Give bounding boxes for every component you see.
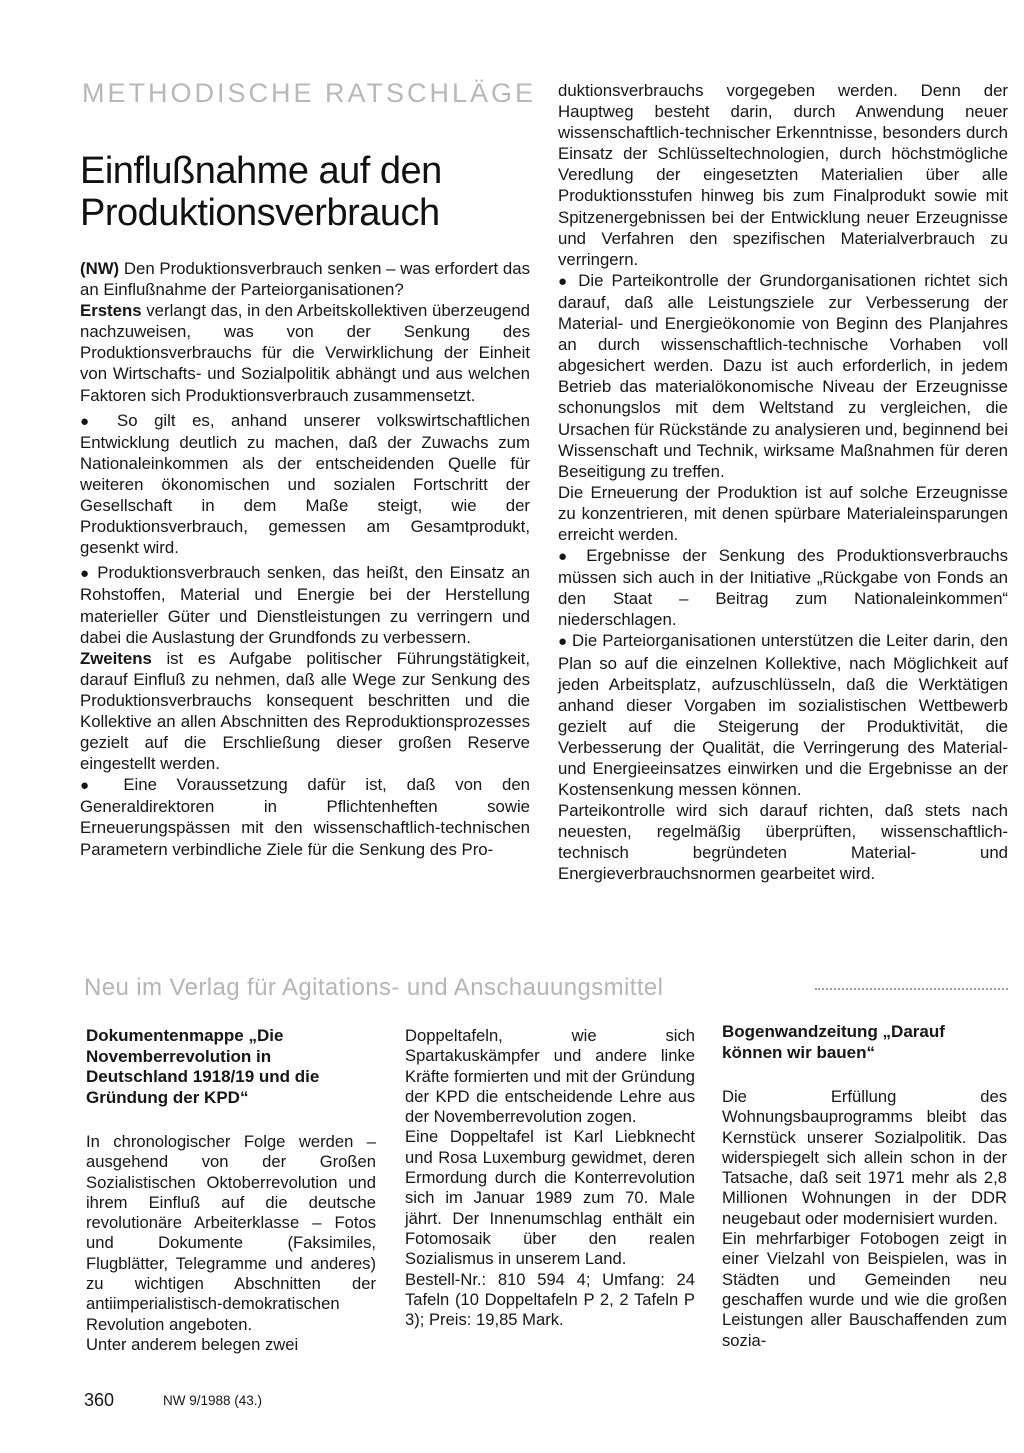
paragraph: In chronologischer Folge werden – ausgehend von der Großen Sozialistischen Oktoberrevolution und ihrem Einfluß auf die deutsche revolutionäre Arbeiterklasse – Fotos und Dokumente (Faksimiles, Flugblätter, Telegramme und anderes) zu wichtigen Abschnitten der antiimperialistisch-demokratischen Revolution angeboten. [86, 1132, 376, 1334]
dotted-rule [815, 988, 1008, 990]
paragraph-lead: Zweitens [80, 648, 152, 668]
paragraph: Ein mehrfarbiger Fotobogen zeigt in einer Vielzahl von Beispielen, was in Städten und Gemeinden neu geschaffen wurde und wie die großen Leistungen aller Bauschaffenden zum sozia- [722, 1229, 1007, 1350]
bullet-paragraph [80, 562, 530, 647]
paragraph-text: Die Parteiorganisationen unterstützen die Leiter darin, den Plan so auf die einzelnen Kollektive, nach Möglichkeit auf jeden Arbeitsplatz, aufzuschlüsseln, daß die Werktätigen anhand dieser Vorgaben im sozialistischen Wettbewerb gezielt auf die Steigerung der Produktivität, die Verbesserung der Qualität, die Verringerung des Material- und Energieeinsatzes einwirken und die Ergebnisse an der Kostensenkung messen können. [558, 631, 1008, 800]
paragraph-text: verlangt das, in den Arbeitskollektiven überzeugend nachzuweisen, was von der Senkung des Produktionsverbrauchs für die Verwirklichung der Einheit von Wirtschafts- und Sozialpolitik abhängt und aus welchen Faktoren sich Produktionsverbrauch zusammensetzt. [80, 301, 530, 405]
paragraph-text: Die Erneuerung der Produktion ist auf solche Erzeugnisse zu konzentrieren, mit denen spürbare Materialeinsparungen erreicht werden. [558, 482, 1008, 544]
paragraph-text: Parteikontrolle wird sich darauf richten, daß stets nach neuesten, regelmäßig überprüften, wissenschaftlich-technisch begründeten Material- und Energieverbrauchsnormen gearbeitet wird. [558, 801, 1008, 884]
headline-line-2: Produktionsverbrauch [80, 192, 440, 234]
paragraph [80, 258, 530, 300]
paragraph: Unter anderem belegen zwei [86, 1334, 299, 1354]
paragraph [558, 482, 1008, 545]
paragraph-text: Produktionsverbrauch senken, das heißt, den Einsatz an Rohstoffen, Material und Energie bei der Herstellung materieller Güter und Dienstleistungen zu verringern und dabei die Auslastung der Grundfonds zu verbessern. [80, 563, 530, 647]
paragraph [80, 648, 530, 775]
paragraph-text: Den Produktionsverbrauch senken – was erfordert das an Einflußnahme der Parteiorganisationen? [80, 259, 530, 300]
bullet-paragraph [80, 774, 530, 859]
paragraph-text: ist es Aufgabe politischer Führungstätigkeit, darauf Einfluß zu nehmen, daß alle Wege zur Senkung des Produktionsverbrauchs konsequent beschritten und die Kollektive an allen Abschnitten des Reproduktionsprozesses gezielt auf die Erschließung dieser großen Reserve eingestellt werden. [80, 648, 530, 774]
paragraph-text: duktionsverbrauchs vorgegeben werden. Denn der Hauptweg besteht darin, durch Anwendung neuer wissenschaftlich-technischer Erkenntnisse, besonders durch Einsatz der Schlüsseltechnologien, durch höchstmögliche Veredlung der eingesetzten Materialien über alle Produktionsstufen hinweg bis zum Finalprodukt sowie mit Spitzenergebnissen bei der Entwicklung neuer Erzeugnisse und Verfahren den spezifischen Materialverbrauch zu verringern. [558, 81, 1008, 269]
bullet-paragraph [558, 630, 1008, 800]
page-number: 360 [84, 1390, 115, 1410]
paragraph: Doppeltafeln, wie sich Spartakuskämpfer und andere linke Kräfte formierten und mit der Gründung der KPD die entscheidende Lehre aus der Novemberrevolution zogen. [405, 1026, 695, 1127]
paragraph-text: Ergebnisse der Senkung des Produktionsverbrauchs müssen sich auch in der Initiative „Rückgabe von Fonds an den Staat – Beitrag zum Nationaleinkommen“ niederschlagen. [558, 546, 1008, 630]
paragraph-lead: Erstens [80, 301, 142, 321]
bullet-paragraph [558, 270, 1008, 482]
issue-reference: NW 9/1988 (43.) [163, 1393, 263, 1408]
article-headline [80, 150, 500, 234]
section-title: METHODISCHE RATSCHLÄGE [82, 78, 537, 108]
paragraph [558, 800, 1008, 884]
announcement-heading: Bogenwandzeitung „Darauf können wir bauen“ [722, 1022, 945, 1062]
announcement-column-3 [722, 1022, 1007, 1351]
article-column-left [80, 258, 530, 860]
bottom-section-title: Neu im Verlag für Agitations- und Anschauungsmittel [84, 974, 664, 1001]
announcement-column-1 [86, 1026, 376, 1355]
paragraph [558, 80, 1008, 270]
paragraph-lead: (NW) [80, 259, 120, 278]
paragraph-text: Eine Voraussetzung dafür ist, daß von den Generaldirektoren in Pflichtenheften sowie Erneuerungspässen mit den wissenschaftlich-technischen Parametern verbindliche Ziele für die Senkung des Pro- [80, 775, 530, 859]
bullet-paragraph [558, 545, 1008, 630]
paragraph: Bestell-Nr.: 810 594 4; Umfang: 24 Tafeln (10 Doppeltafeln P 2, 2 Tafeln P 3); Preis: 19,85 Mark. [405, 1269, 695, 1330]
paragraph-text: Die Parteikontrolle der Grundorganisationen richtet sich darauf, daß alle Leistungsziele zur Verbesserung der Material- und Energieökonomie von Beginn des Planjahres an durch wissenschaftlich-technische Vorhaben voll abgesichert werden. Dazu ist auch erforderlich, in jedem Betrieb das materialökonomische Niveau der Erzeugnisse schonungslos mit dem Weltstand zu vergleichen, die Ursachen für Rückstände zu analysieren und, beginnend bei Wissenschaft und Technik, wirksame Maßnahmen für deren Beseitigung zu treffen. [558, 270, 1008, 481]
announcement-column-2 [405, 1026, 695, 1330]
paragraph-text: So gilt es, anhand unserer volkswirtschaftlichen Entwicklung deutlich zu machen, daß der Zuwachs zum Nationaleinkommen als der entscheidenden Quelle für weiteren ökonomischen und sozialen Fortschritt der Gesellschaft in dem Maße steigt, wie der Produktionsverbrauch, gemessen am Gesamtprodukt, gesenkt wird. [80, 410, 530, 558]
announcement-heading: Dokumentenmappe „Die Novemberrevolution in Deutschland 1918/19 und die Gründung der KPD“ [86, 1026, 320, 1107]
paragraph [80, 300, 530, 405]
paragraph: Eine Doppeltafel ist Karl Liebknecht und Rosa Luxemburg gewidmet, deren Ermordung durch die Konterrevolution sich im Januar 1989 zum 70. Male jährt. Der Innenumschlag enthält ein Fotomosaik über den realen Sozialismus in unserem Land. [405, 1127, 695, 1269]
paragraph: Die Erfüllung des Wohnungsbauprogramms bleibt das Kernstück unserer Sozialpolitik. Das widerspiegelt sich allein schon in der Tatsache, daß seit 1971 mehr als 2,8 Millionen Wohnungen in der DDR neugebaut oder modernisiert wurden. [722, 1087, 1007, 1228]
article-column-right [558, 80, 1008, 885]
bullet-paragraph [80, 410, 530, 559]
headline-line-1: Einflußnahme auf den [80, 150, 442, 192]
